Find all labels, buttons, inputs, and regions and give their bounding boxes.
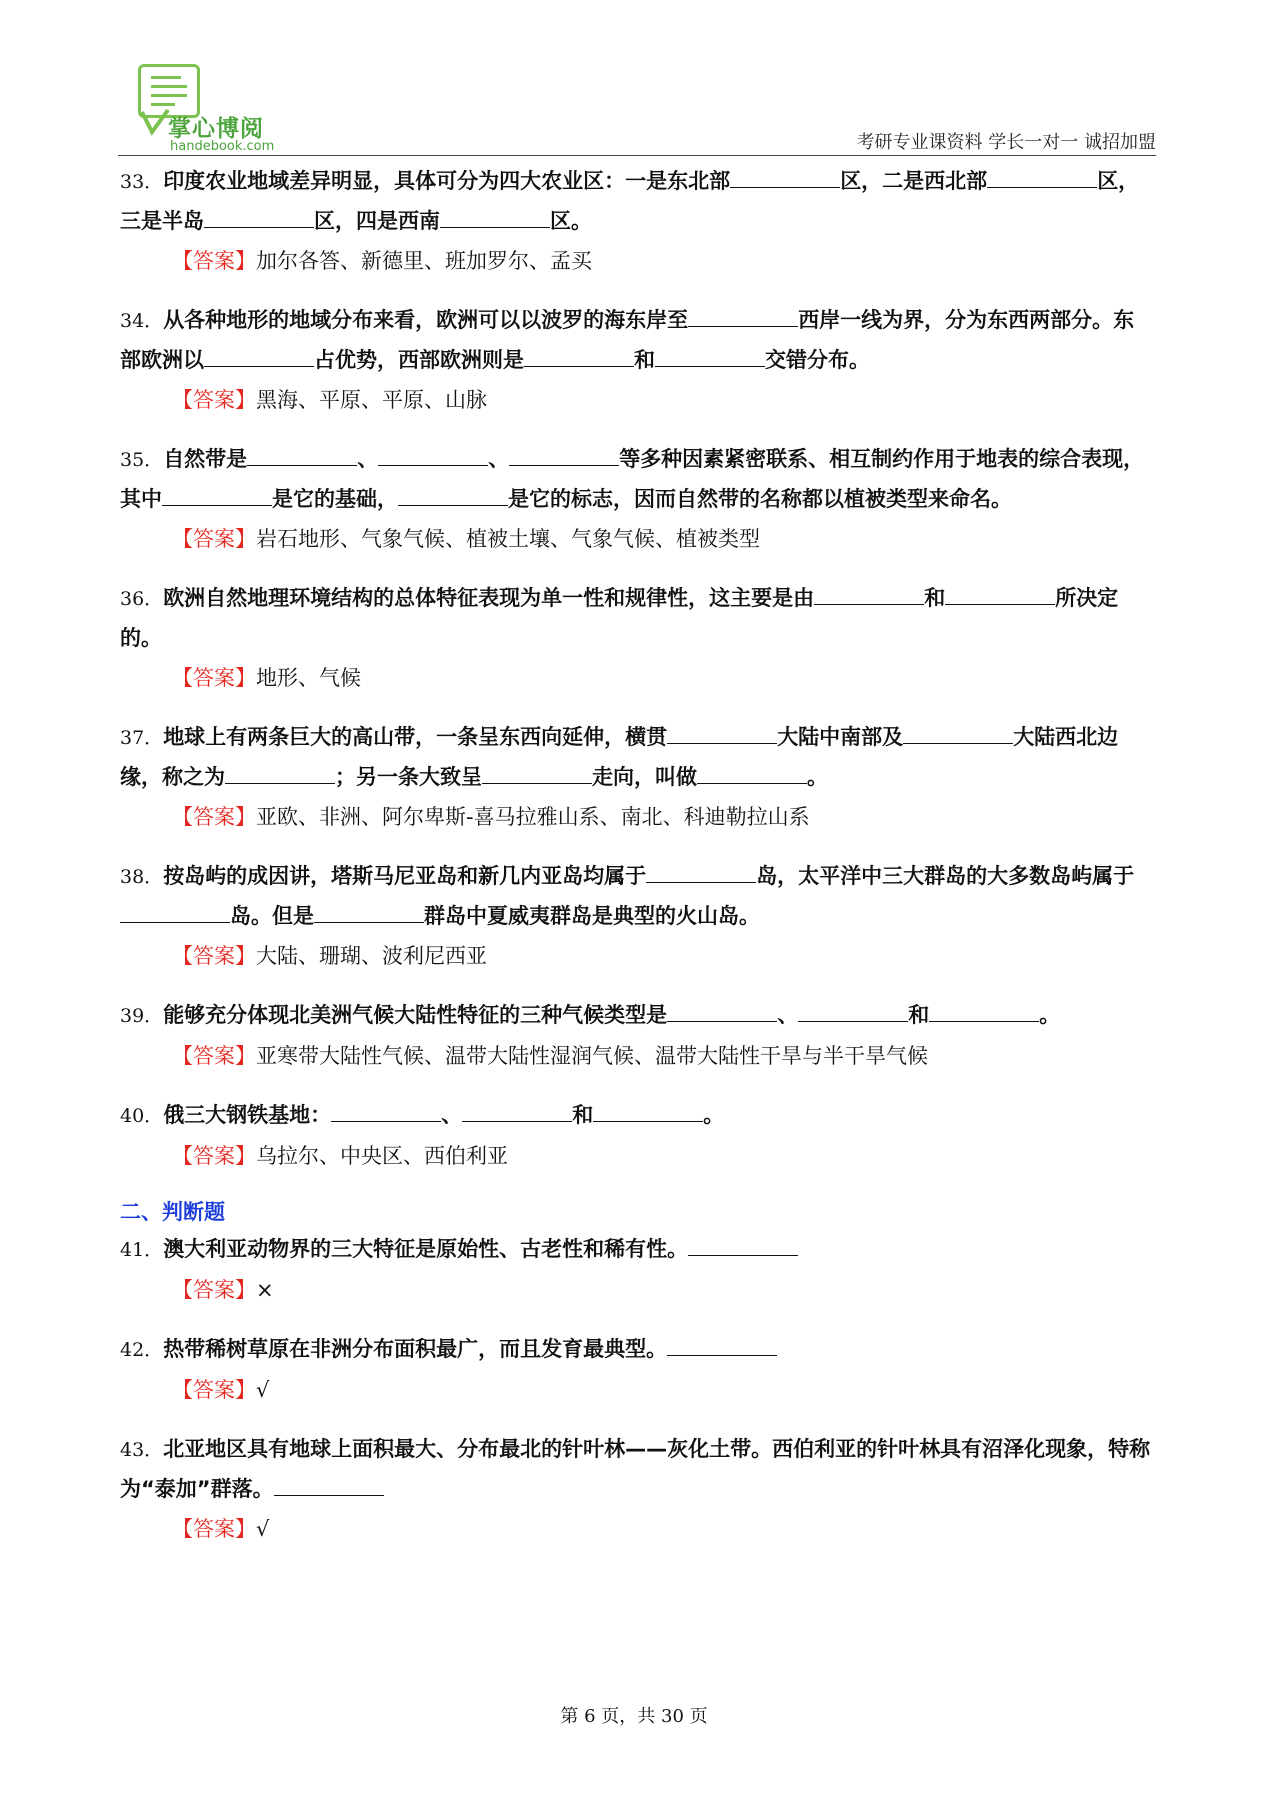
question-item xyxy=(120,1096,1155,1136)
question-number: 35． xyxy=(120,449,164,471)
question-number: 40． xyxy=(120,1105,164,1127)
answer-blank xyxy=(524,344,634,367)
question-text: 和 xyxy=(908,1003,930,1027)
answer-blank xyxy=(398,483,508,506)
question-text: 澳大利亚动物界的三大特征是原始性、古老性和稀有性。 xyxy=(163,1237,689,1261)
question-text: 地球上有两条巨大的高山带，一条呈东西向延伸，横贯 xyxy=(163,725,668,749)
question-text: 热带稀树草原在非洲分布面积最广，而且发育最典型。 xyxy=(163,1337,668,1361)
answer-line xyxy=(120,1138,1155,1174)
answer-blank xyxy=(688,304,798,327)
question-number: 36． xyxy=(120,588,164,610)
question-text: 岛。但是 xyxy=(230,904,314,928)
question-number: 39． xyxy=(120,1005,164,1027)
question-number: 42． xyxy=(120,1339,164,1361)
question-text: 群岛中夏威夷群岛是典型的火山岛。 xyxy=(424,904,760,928)
answer-blank xyxy=(903,721,1013,744)
answer-label: 【答案】 xyxy=(172,1278,256,1302)
answer-line xyxy=(120,521,1155,557)
answer-text: 大陆、珊瑚、波利尼西亚 xyxy=(256,944,487,968)
question-item xyxy=(120,996,1155,1036)
answer-label: 【答案】 xyxy=(172,1044,256,1068)
answer-blank xyxy=(667,721,777,744)
question-text: 是它的标志，因而自然带的名称都以植被类型来命名。 xyxy=(508,487,1012,511)
logo-name: 掌心博阅 xyxy=(168,116,264,142)
question-text: 区，二是西北部 xyxy=(840,169,988,193)
header-divider xyxy=(118,155,1156,156)
question-text: 、 xyxy=(777,1003,799,1027)
question-text: ；另一条大致呈 xyxy=(335,765,482,789)
answer-blank xyxy=(378,443,488,466)
answer-blank xyxy=(655,344,765,367)
question-text: 交错分布。 xyxy=(765,348,870,372)
question-text: 。 xyxy=(1039,1003,1061,1027)
question-item xyxy=(120,162,1155,241)
question-text: 大陆西北边缘，称之为 xyxy=(120,725,1119,789)
answer-label: 【答案】 xyxy=(172,666,256,690)
question-item xyxy=(120,857,1155,936)
header-tagline: 考研专业课资料 学长一对一 诚招加盟 xyxy=(856,132,1156,153)
answer-text: 亚寒带大陆性气候、温带大陆性湿润气候、温带大陆性干旱与半干旱气候 xyxy=(256,1044,928,1068)
question-text: 是它的基础， xyxy=(272,487,398,511)
question-text: 区，四是西南 xyxy=(314,209,440,233)
question-text: 自然带是 xyxy=(163,447,248,471)
question-text: 区。 xyxy=(550,209,592,233)
logo-url: handebook.com xyxy=(170,139,275,154)
answer-blank xyxy=(667,999,777,1022)
question-item xyxy=(120,301,1155,380)
answer-blank xyxy=(204,344,314,367)
answer-label: 【答案】 xyxy=(172,1378,256,1402)
answer-text: √ xyxy=(256,1517,270,1541)
question-text: 岛，太平洋中三大群岛的大多数岛屿属于 xyxy=(756,864,1135,888)
question-item xyxy=(120,1230,1155,1270)
question-number: 34． xyxy=(120,310,164,332)
answer-blank xyxy=(462,1099,572,1122)
question-number: 43． xyxy=(120,1439,164,1461)
answer-blank xyxy=(945,582,1055,605)
answer-blank xyxy=(204,205,314,228)
question-text: 区，三是半岛 xyxy=(120,169,1140,233)
question-text: 所决定的。 xyxy=(120,586,1119,650)
question-number: 33． xyxy=(120,171,164,193)
answer-blank xyxy=(593,1099,703,1122)
answer-line xyxy=(120,1038,1155,1074)
answer-line xyxy=(120,243,1155,279)
answer-blank xyxy=(274,1473,384,1496)
question-text: 。 xyxy=(807,765,828,789)
answer-line xyxy=(120,799,1155,835)
answer-blank xyxy=(646,860,756,883)
logo-check-icon xyxy=(140,108,170,138)
answer-label: 【答案】 xyxy=(172,388,256,412)
answer-label: 【答案】 xyxy=(172,249,256,273)
answer-text: 加尔各答、新德里、班加罗尔、孟买 xyxy=(256,249,592,273)
answer-text: 乌拉尔、中央区、西伯利亚 xyxy=(256,1144,508,1168)
answer-line xyxy=(120,1511,1155,1547)
question-text: 等多种因素紧密联系、相互制约作用于地表的综合表现，其中 xyxy=(120,447,1145,511)
answer-blank xyxy=(929,999,1039,1022)
question-text: 按岛屿的成因讲，塔斯马尼亚岛和新几内亚岛均属于 xyxy=(163,864,647,888)
question-text: 和 xyxy=(634,348,655,372)
answer-text: 黑海、平原、平原、山脉 xyxy=(256,388,487,412)
answer-line xyxy=(120,1372,1155,1408)
answer-blank xyxy=(314,900,424,923)
answer-blank xyxy=(798,999,908,1022)
question-text: 、 xyxy=(488,447,510,471)
answer-blank xyxy=(120,900,230,923)
question-list xyxy=(120,158,1155,1547)
answer-label: 【答案】 xyxy=(172,805,256,829)
question-number: 41． xyxy=(120,1239,164,1261)
question-item xyxy=(120,579,1155,658)
answer-label: 【答案】 xyxy=(172,527,256,551)
question-text: 北亚地区具有地球上面积最大、分布最北的针叶林——灰化土带。西伯利亚的针叶林具有沼泽化现象，特称为“泰加”群落。 xyxy=(120,1437,1151,1501)
answer-blank xyxy=(440,205,550,228)
question-text: 占优势，西部欧洲则是 xyxy=(314,348,524,372)
answer-blank xyxy=(688,1233,798,1256)
answer-blank xyxy=(162,483,272,506)
question-text: 和 xyxy=(572,1103,594,1127)
question-number: 38． xyxy=(120,866,164,888)
question-text: 走向，叫做 xyxy=(592,765,697,789)
answer-blank xyxy=(730,165,840,188)
answer-text: 地形、气候 xyxy=(256,666,361,690)
question-text: 西岸一线为界，分为东西两部分。东部欧洲以 xyxy=(120,308,1135,372)
answer-blank xyxy=(331,1099,441,1122)
answer-blank xyxy=(225,761,335,784)
answer-blank xyxy=(697,761,807,784)
page-footer: 第 6 页，共 30 页 xyxy=(560,1706,708,1727)
answer-blank xyxy=(667,1333,777,1356)
answer-text: × xyxy=(256,1278,274,1302)
answer-line xyxy=(120,382,1155,418)
answer-blank xyxy=(814,582,924,605)
question-number: 37． xyxy=(120,727,164,749)
answer-blank xyxy=(987,165,1097,188)
question-item xyxy=(120,440,1155,519)
answer-blank xyxy=(509,443,619,466)
section-title: 二、判断题 xyxy=(120,1200,225,1224)
question-text: 能够充分体现北美洲气候大陆性特征的三种气候类型是 xyxy=(163,1003,668,1027)
question-text: 欧洲自然地理环境结构的总体特征表现为单一性和规律性，这主要是由 xyxy=(163,586,815,610)
answer-blank xyxy=(247,443,357,466)
answer-line xyxy=(120,660,1155,696)
question-item xyxy=(120,1330,1155,1370)
question-item xyxy=(120,718,1155,797)
question-text: 大陆中南部及 xyxy=(777,725,904,749)
question-text: 从各种地形的地域分布来看，欧洲可以以波罗的海东岸至 xyxy=(163,308,689,332)
question-text: 、 xyxy=(441,1103,463,1127)
answer-text: 亚欧、非洲、阿尔卑斯-喜马拉雅山系、南北、科迪勒拉山系 xyxy=(256,805,810,829)
answer-label: 【答案】 xyxy=(172,944,256,968)
answer-label: 【答案】 xyxy=(172,1517,256,1541)
answer-blank xyxy=(482,761,592,784)
question-text: 。 xyxy=(703,1103,725,1127)
question-text: 、 xyxy=(357,447,379,471)
question-text: 印度农业地域差异明显，具体可分为四大农业区：一是东北部 xyxy=(163,169,731,193)
answer-label: 【答案】 xyxy=(172,1144,256,1168)
question-item xyxy=(120,1430,1155,1509)
answer-line xyxy=(120,938,1155,974)
answer-text: √ xyxy=(256,1378,270,1402)
answer-line xyxy=(120,1272,1155,1308)
answer-text: 岩石地形、气象气候、植被土壤、气象气候、植被类型 xyxy=(256,527,760,551)
question-text: 俄三大钢铁基地： xyxy=(163,1103,332,1127)
handebook-logo xyxy=(134,62,275,154)
question-text: 和 xyxy=(924,586,946,610)
